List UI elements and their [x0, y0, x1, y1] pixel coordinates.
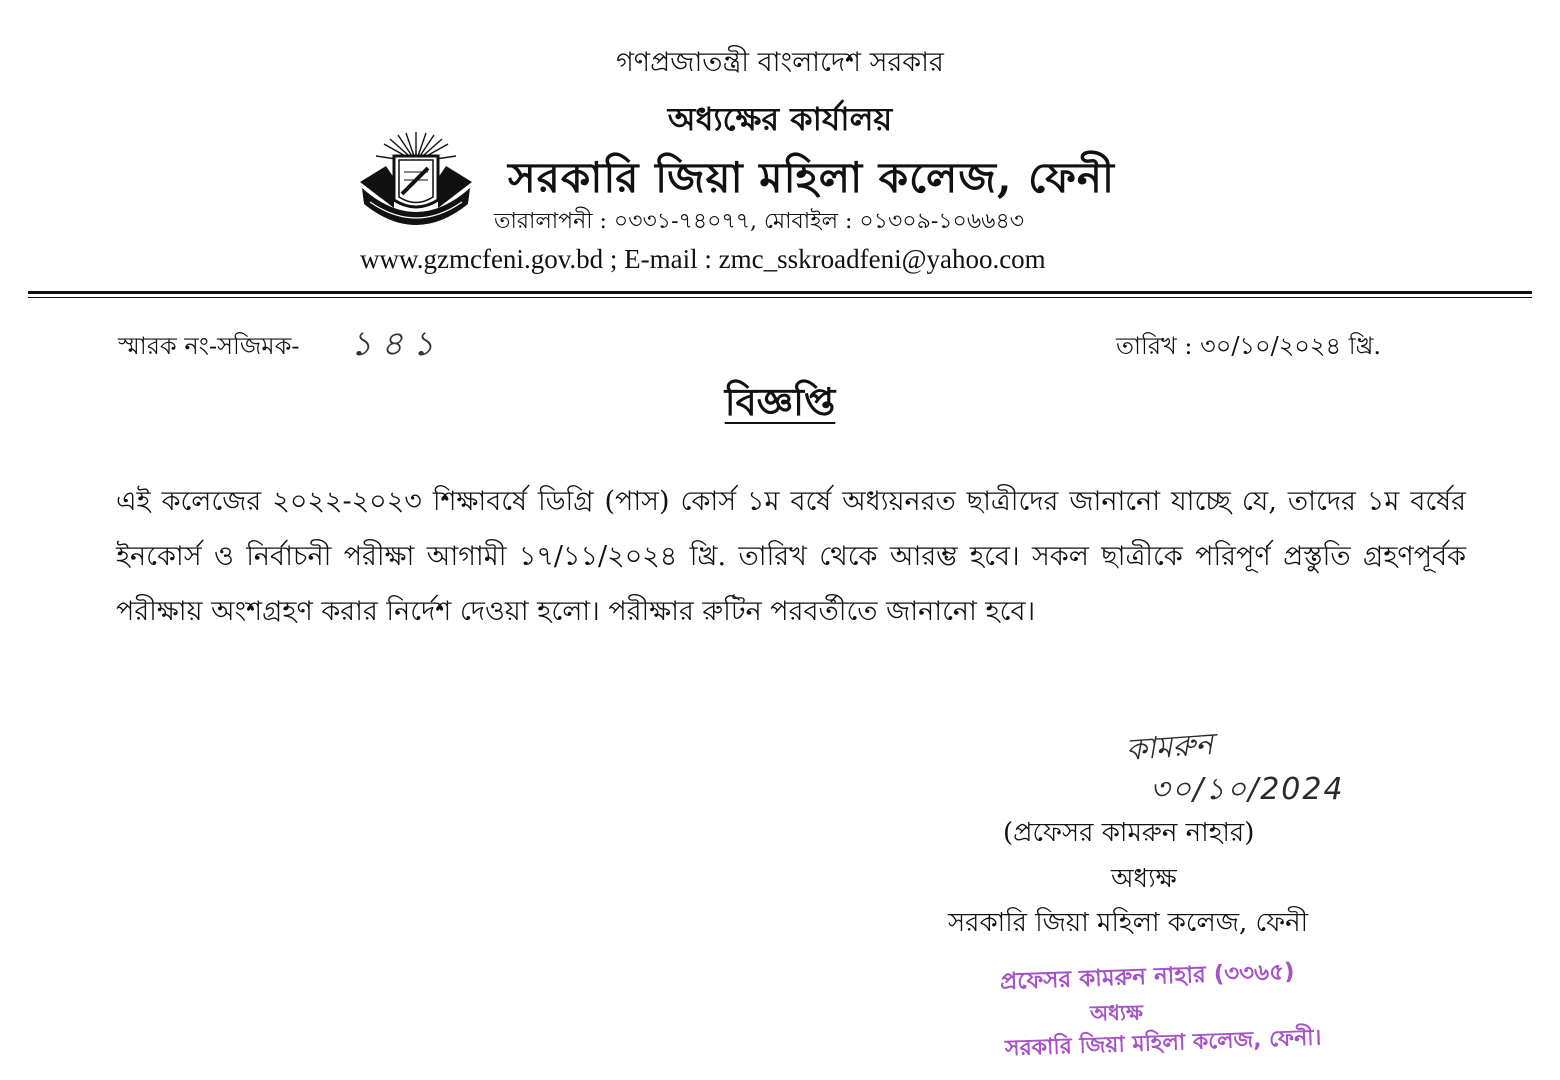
signer-college: সরকারি জিয়া মহিলা কলেজ, ফেনী — [948, 908, 1309, 938]
notice-date: তারিখ : ৩০/১০/২০২৪ খ্রি. — [1116, 332, 1382, 360]
header-divider-thick — [28, 291, 1532, 294]
contact-line: তারালাপনী : ০৩৩১-৭৪০৭৭, মোবাইল : ০১৩০৯-১০৬৬৪৩ — [494, 209, 1025, 234]
office-heading: অধ্যক্ষের কার্যালয় — [667, 100, 893, 138]
signer-name: (প্রফেসর কামরুন নাহার) — [1003, 818, 1255, 848]
memo-label: স্মারক নং-সজিমক- — [118, 332, 300, 360]
notice-title — [0, 373, 1560, 437]
college-emblem-icon — [356, 130, 476, 234]
government-heading: গণপ্রজাতন্ত্রী বাংলাদেশ সরকার — [616, 47, 944, 78]
signer-title: অধ্যক্ষ — [1111, 864, 1177, 894]
college-name: সরকারি জিয়া মহিলা কলেজ, ফেনী — [508, 153, 1115, 202]
signature-date: ৩০/১০/2024 — [1150, 772, 1345, 807]
memo-number: ১৪১ — [350, 324, 444, 364]
handwritten-signature: কামরুন — [1124, 726, 1215, 769]
seal-stamp-name: প্রফেসর কামরুন নাহার (৩৩৬৫) — [999, 958, 1295, 996]
notice-body: এই কলেজের ২০২২-২০২৩ শিক্ষাবর্ষে ডিগ্রি (পাস) কোর্স ১ম বর্ষে অধ্যয়নরত ছাত্রীদের জানানো যাচ্ছে যে, তাদের ১ম বর্ষের ইনকোর্স ও নির্বাচনী পরীক্ষা আগামী ১৭/১১/২০২৪ খ্রি. তারিখ থেকে আরম্ভ হবে। সকল ছাত্রীকে পরিপূর্ণ প্রস্তুতি গ্রহণপূর্বক পরীক্ষায় অংশগ্রহণ করার নির্দেশ দেওয়া হলো। পরীক্ষার রুটিন পরবর্তীতে জানানো হবে। — [116, 486, 1466, 627]
seal-stamp-title: অধ্যক্ষ — [1089, 1000, 1144, 1026]
website-email-line: www.gzmcfeni.gov.bd ; E-mail : zmc_sskroadfeni@yahoo.com — [360, 244, 1046, 274]
header-divider-thin — [28, 297, 1532, 298]
notice-title-text: বিজ্ঞপ্তি — [724, 379, 836, 424]
seal-stamp-college: সরকারি জিয়া মহিলা কলেজ, ফেনী। — [1004, 1025, 1322, 1062]
